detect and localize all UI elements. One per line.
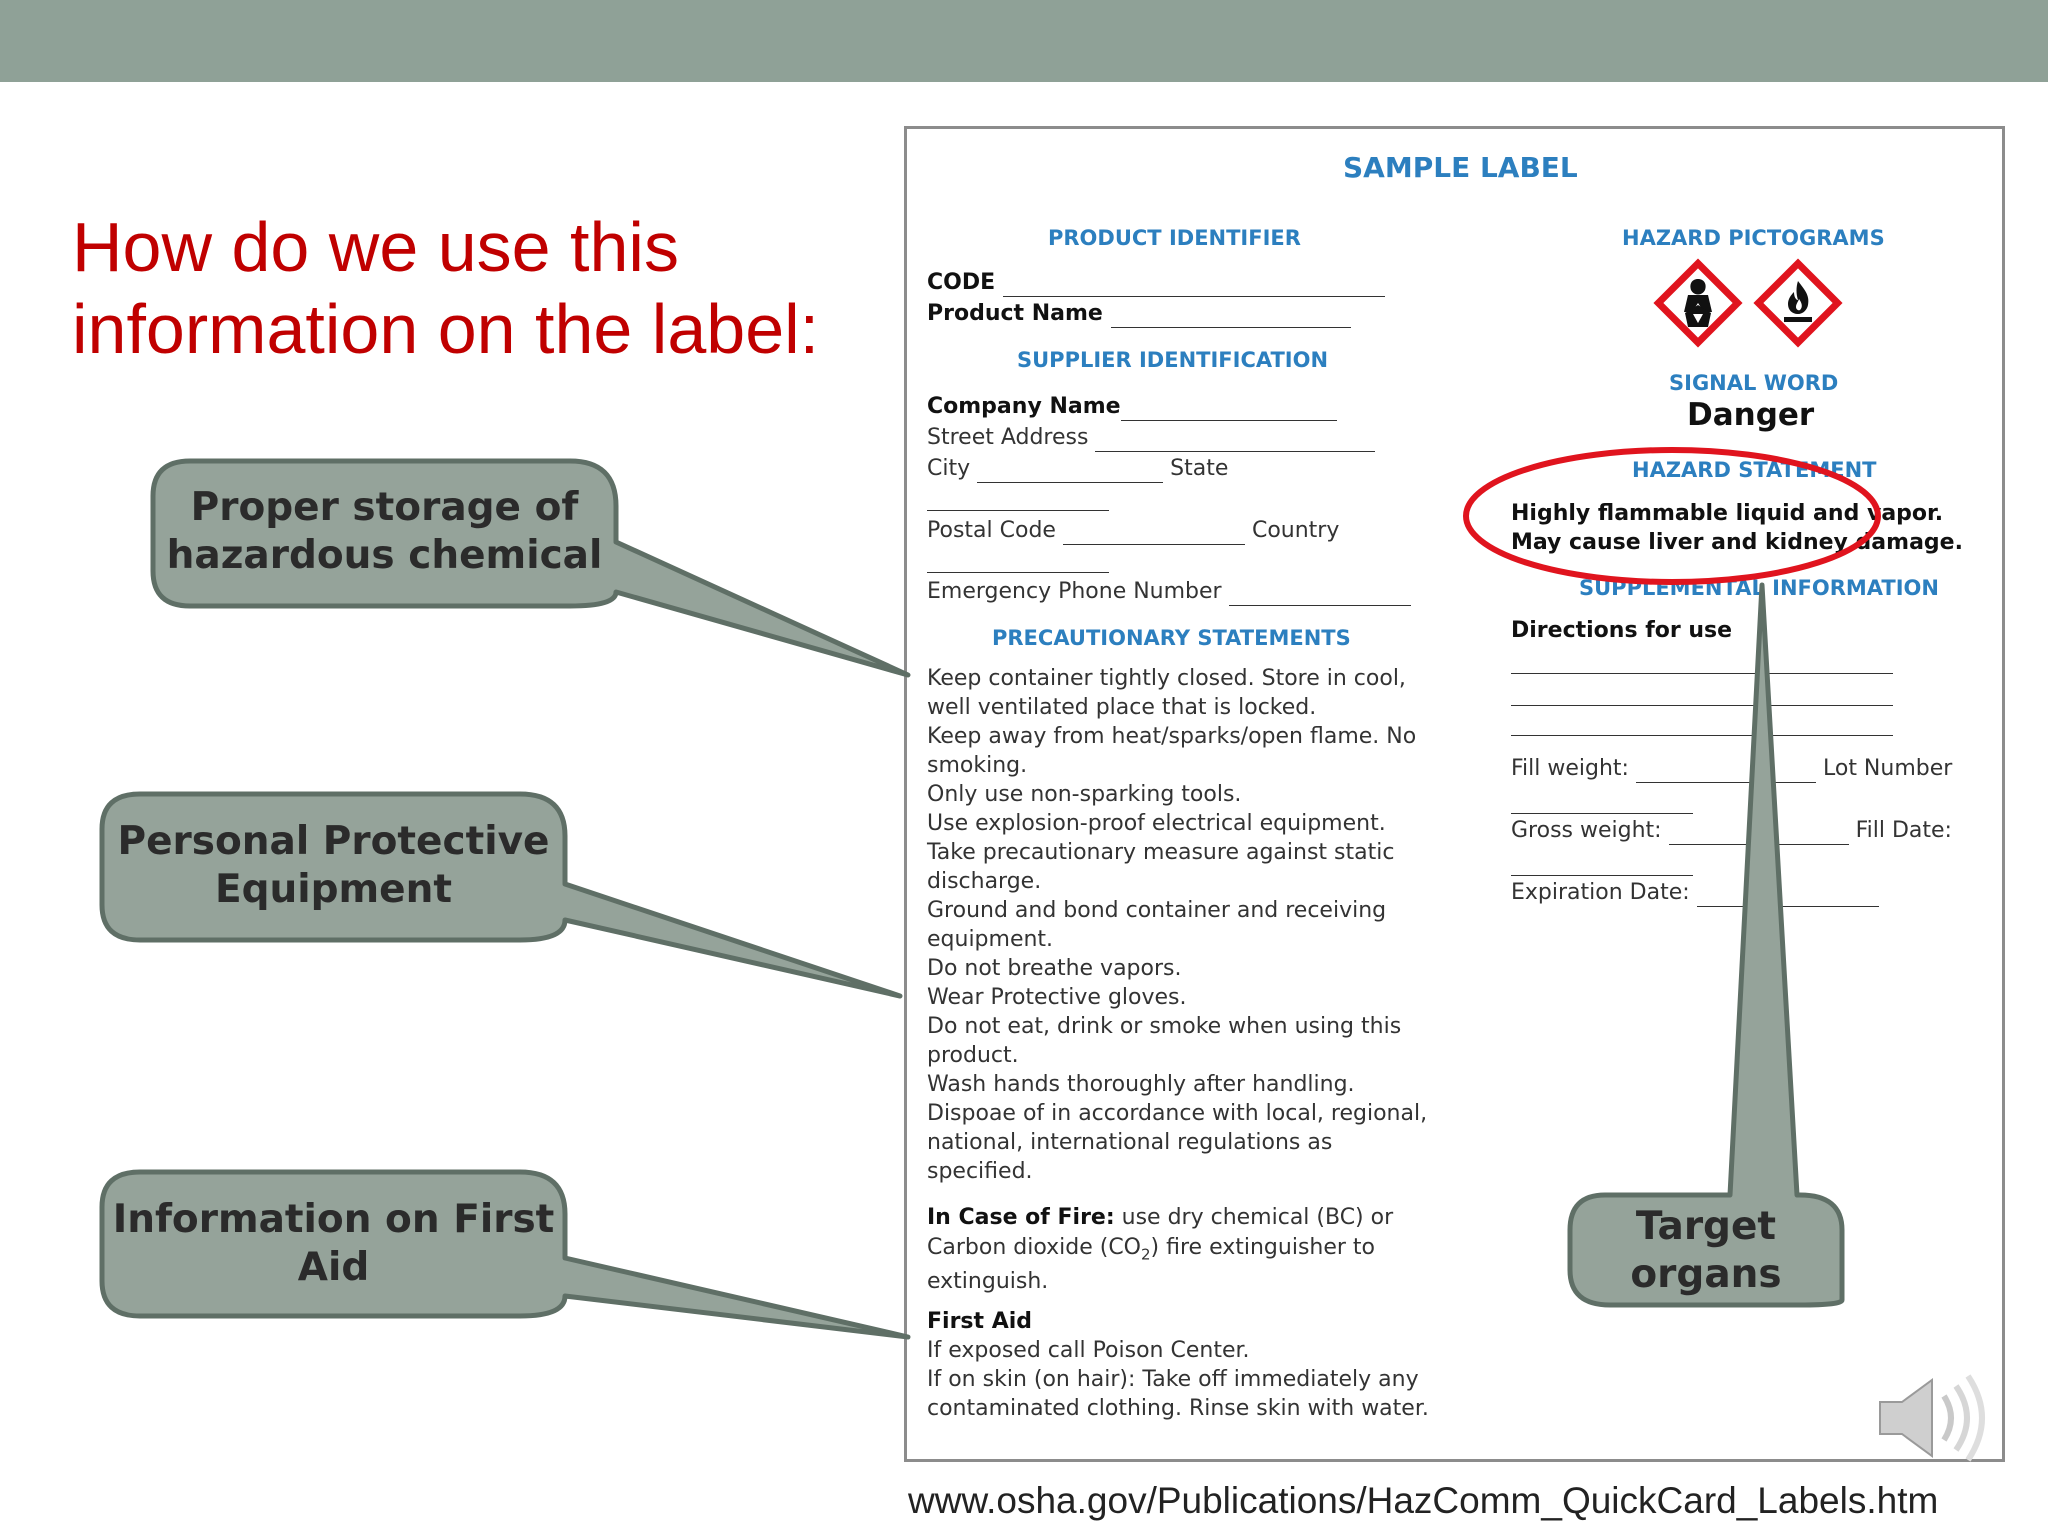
precaution-line: Take precautionary measure against static: [927, 840, 1395, 865]
hazard-pictograms-heading: HAZARD PICTOGRAMS: [1622, 226, 1885, 250]
precaution-line: Wear Protective gloves.: [927, 985, 1187, 1010]
target-organs-callout-line1: Target: [1635, 1204, 1777, 1249]
ppe-callout: [102, 818, 565, 914]
precaution-line: Only use non-sparking tools.: [927, 782, 1242, 807]
supplier-identification-heading: SUPPLIER IDENTIFICATION: [1017, 348, 1329, 372]
hazard-statement-line2: May cause liver and kidney damage.: [1511, 530, 1963, 555]
precaution-line: Dispoae of in accordance with local, regional,: [927, 1101, 1428, 1126]
ppe-callout-line2: Equipment: [214, 867, 453, 912]
target-organs-callout-shape: [1570, 585, 1842, 1305]
supplemental-information-heading: SUPPLEMENTAL INFORMATION: [1579, 576, 1939, 600]
storage-callout-line1: Proper storage of: [190, 485, 579, 530]
gross-weight-field: Gross weight: Fill Date:: [1511, 818, 1952, 843]
directions-for-use: Directions for use: [1511, 618, 1733, 643]
precaution-line: specified.: [927, 1159, 1033, 1184]
fill-weight-field: Fill weight: Lot Number: [1511, 756, 1953, 781]
label-title: SAMPLE LABEL: [1343, 151, 1578, 184]
storage-callout: [153, 484, 616, 580]
expiration-date-field: Expiration Date:: [1511, 878, 1879, 907]
signal-word: Danger: [1687, 397, 1815, 433]
ppe-callout-line1: Personal Protective: [117, 819, 550, 864]
precautionary-statements-heading: PRECAUTIONARY STATEMENTS: [992, 626, 1351, 650]
precaution-line: Use explosion-proof electrical equipment.: [927, 811, 1386, 836]
code-field: CODE: [927, 268, 1385, 297]
storage-callout-line2: hazardous chemical: [166, 533, 603, 578]
precaution-line: Wash hands thoroughly after handling.: [927, 1072, 1355, 1097]
product-name-field: Product Name: [927, 299, 1351, 328]
city-state-field: City State: [927, 456, 1229, 481]
precaution-line: discharge.: [927, 869, 1042, 894]
slide-title-line1: How do we use this: [72, 208, 679, 286]
first-aid-callout-line1: Information on First: [112, 1197, 555, 1242]
first-aid-line: If exposed call Poison Center.: [927, 1338, 1250, 1363]
first-aid-line: If on skin (on hair): Take off immediately any: [927, 1367, 1419, 1392]
street-address-field: Street Address: [927, 423, 1375, 452]
signal-word-heading: SIGNAL WORD: [1669, 371, 1839, 395]
precaution-line: Ground and bond container and receiving: [927, 898, 1387, 923]
target-organs-callout-line2: organs: [1630, 1252, 1782, 1297]
precaution-line: Do not eat, drink or smoke when using this: [927, 1014, 1402, 1039]
precaution-line: Do not breathe vapors.: [927, 956, 1182, 981]
first-aid-line: contaminated clothing. Rinse skin with water.: [927, 1396, 1429, 1421]
precaution-line: well ventilated place that is locked.: [927, 695, 1317, 720]
product-identifier-heading: PRODUCT IDENTIFIER: [1048, 226, 1301, 250]
fire-instruction: In Case of Fire: use dry chemical (BC) or: [927, 1205, 1394, 1230]
precaution-line: smoking.: [927, 753, 1028, 778]
fire-instruction-line3: extinguish.: [927, 1269, 1049, 1294]
precaution-line: national, international regulations as: [927, 1130, 1333, 1155]
precaution-line: Keep away from heat/sparks/open flame. No: [927, 724, 1417, 749]
hazard-statement-line1: Highly flammable liquid and vapor.: [1511, 501, 1944, 526]
first-aid-callout-line2: Aid: [297, 1245, 370, 1290]
speaker-icon: [1880, 1376, 1982, 1460]
hazard-statement-heading: HAZARD STATEMENT: [1632, 458, 1877, 482]
slide-title-line2: information on the label:: [72, 290, 820, 368]
precaution-line: equipment.: [927, 927, 1054, 952]
source-link[interactable]: www.osha.gov/Publications/HazComm_QuickCard_Labels.htm: [908, 1480, 1939, 1521]
precaution-line: Keep container tightly closed. Store in cool,: [927, 666, 1406, 691]
first-aid-callout: [102, 1196, 565, 1292]
emergency-phone-field: Emergency Phone Number: [927, 577, 1411, 606]
precaution-line: product.: [927, 1043, 1019, 1068]
target-organs-callout: [1570, 1203, 1842, 1299]
postal-country-field: Postal Code Country: [927, 518, 1340, 543]
company-name-field: Company Name: [927, 392, 1337, 421]
hazard-statement-highlight: [1466, 450, 1878, 582]
fire-instruction-line2: Carbon dioxide $(CO_2)$ fire extinguisher to: [927, 1235, 1376, 1264]
first-aid-heading: First Aid: [927, 1309, 1033, 1334]
